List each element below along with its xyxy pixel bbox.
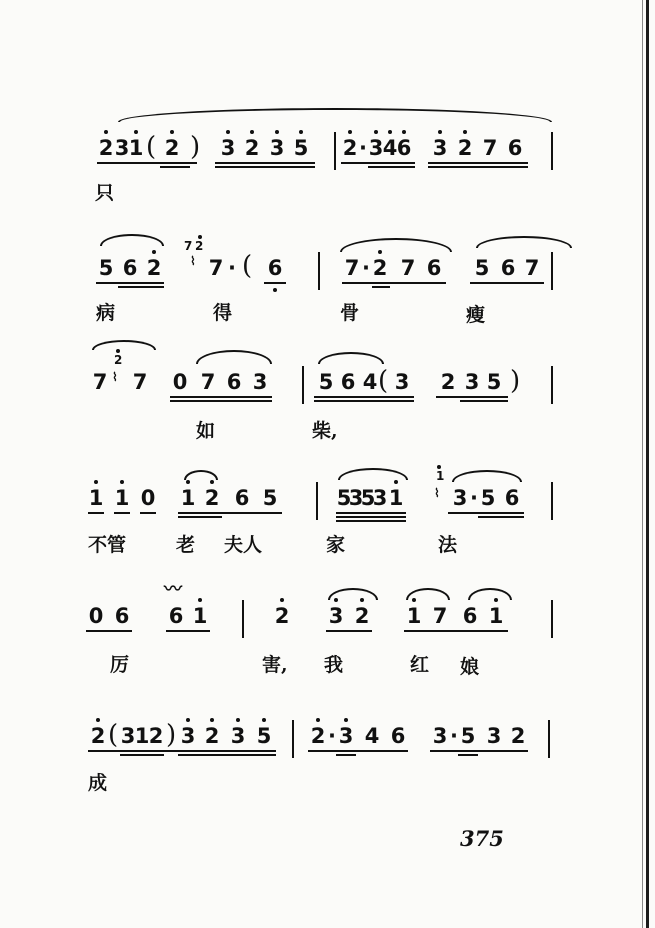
grace-slide: ⌇ (434, 486, 440, 500)
slur (452, 470, 522, 482)
underline (428, 166, 528, 168)
underline (215, 162, 315, 164)
underline (308, 750, 408, 752)
high-dot (275, 130, 279, 134)
high-dot (210, 718, 214, 722)
note: 1 (134, 724, 150, 748)
high-dot (134, 130, 138, 134)
underline (341, 162, 415, 164)
slur (318, 352, 384, 364)
lyric: 老 (176, 534, 196, 556)
note: 3 (180, 724, 196, 748)
grace-slide: ⌇ (112, 370, 118, 384)
lyric: 家 (326, 534, 346, 556)
note: 3 (220, 136, 236, 160)
note: 2 (98, 136, 114, 160)
note: 3 (432, 724, 448, 748)
note: 3 (486, 724, 502, 748)
score-system-2 (0, 222, 655, 342)
lyric: 我 (324, 654, 344, 676)
note: 6 (504, 486, 520, 510)
note: 6 (390, 724, 406, 748)
underline (458, 754, 478, 756)
high-dot (438, 130, 442, 134)
slur (468, 588, 512, 600)
dot-sign: · (359, 136, 367, 160)
note: 3 (348, 486, 364, 510)
score-system-3 (0, 334, 655, 454)
dot-sign: · (450, 724, 458, 748)
note: 3 (368, 136, 384, 160)
lyric: 只 (95, 182, 115, 204)
score-system-1 (0, 100, 655, 220)
note: 7 (344, 256, 360, 280)
paren-open: ( (108, 720, 119, 750)
dot-sign: · (328, 724, 336, 748)
high-dot (412, 598, 416, 602)
paren-open: ( (146, 132, 157, 162)
high-dot (170, 130, 174, 134)
paren-close: ) (166, 720, 177, 750)
high-dot (348, 130, 352, 134)
score-system-5 (0, 568, 655, 688)
lyric: 得 (213, 302, 233, 324)
underline (88, 750, 180, 752)
note: 2 (372, 256, 388, 280)
dot-sign: · (362, 256, 370, 280)
note: 6 (234, 486, 250, 510)
slur (340, 238, 452, 252)
score-system-6 (0, 688, 655, 808)
dot-sign: · (470, 486, 478, 510)
note: 4 (382, 136, 398, 160)
barline (548, 720, 550, 758)
barline (292, 720, 294, 758)
grace-note: 1 (436, 469, 445, 483)
note: 1 (114, 486, 130, 510)
underline (264, 282, 286, 284)
high-dot (116, 349, 120, 353)
note: 3 (432, 136, 448, 160)
high-dot (334, 598, 338, 602)
high-dot (374, 130, 378, 134)
slur (184, 470, 218, 480)
low-dot (273, 288, 277, 292)
barline (551, 600, 553, 638)
barline (551, 366, 553, 404)
lyric: 瘦 (466, 304, 486, 326)
note: 2 (164, 136, 180, 160)
underline (336, 520, 406, 522)
note: 2 (244, 136, 260, 160)
page-number: 375 (460, 826, 504, 851)
lyric: 柴, (312, 420, 338, 442)
note: 3 (120, 724, 136, 748)
underline (178, 754, 276, 756)
underline (430, 750, 528, 752)
lyric: 厉 (110, 654, 130, 676)
note: 2 (457, 136, 473, 160)
high-dot (198, 598, 202, 602)
slur (338, 468, 408, 480)
underline (404, 630, 508, 632)
high-dot (94, 480, 98, 484)
note: 6 (226, 370, 242, 394)
underline (114, 512, 130, 514)
lyric: 成 (88, 772, 108, 794)
lyric: 红 (410, 654, 430, 676)
high-dot (198, 235, 202, 239)
underline (86, 630, 132, 632)
note: 2 (148, 724, 164, 748)
note: 5 (98, 256, 114, 280)
note: 3 (394, 370, 410, 394)
note: 1 (192, 604, 208, 628)
note: 3 (114, 136, 130, 160)
high-dot (344, 718, 348, 722)
slur (476, 236, 572, 248)
underline (372, 286, 390, 288)
lyric: 病 (96, 302, 116, 324)
note: 5 (336, 486, 352, 510)
note: 7 (524, 256, 540, 280)
note: 7 (482, 136, 498, 160)
note: 2 (440, 370, 456, 394)
underline (336, 754, 356, 756)
high-dot (299, 130, 303, 134)
high-dot (378, 250, 382, 254)
underline (336, 516, 406, 518)
underline (170, 400, 272, 402)
high-dot (463, 130, 467, 134)
note: 7 (92, 370, 108, 394)
note: 6 (507, 136, 523, 160)
grace-note: 2 (195, 239, 204, 253)
underline (215, 166, 315, 168)
note: 1 (128, 136, 144, 160)
high-dot (280, 598, 284, 602)
note: 5 (480, 486, 496, 510)
note: 3 (252, 370, 268, 394)
note: 2 (90, 724, 106, 748)
note: 3 (328, 604, 344, 628)
note: 6 (340, 370, 356, 394)
barline (551, 132, 553, 170)
underline (326, 630, 372, 632)
underline (140, 512, 156, 514)
note: 5 (318, 370, 334, 394)
note: 4 (364, 724, 380, 748)
grace-slide: ⌇ (190, 254, 196, 268)
note: 6 (114, 604, 130, 628)
underline (448, 512, 524, 514)
note: 7 (400, 256, 416, 280)
underline (88, 512, 104, 514)
high-dot (186, 718, 190, 722)
underline (96, 282, 164, 284)
underline (342, 282, 446, 284)
slur (196, 350, 272, 364)
high-dot (316, 718, 320, 722)
lyric: 骨 (340, 302, 360, 324)
high-dot (210, 480, 214, 484)
note: 5 (360, 486, 376, 510)
note: 1 (388, 486, 404, 510)
underline (170, 396, 272, 398)
high-dot (388, 130, 392, 134)
note: 7 (200, 370, 216, 394)
barline (302, 366, 304, 404)
note: 1 (88, 486, 104, 510)
note: 3 (464, 370, 480, 394)
underline (97, 162, 197, 164)
high-dot (394, 480, 398, 484)
note: 1 (488, 604, 504, 628)
slur (92, 340, 156, 350)
note: 6 (500, 256, 516, 280)
lyric: 娘 (460, 656, 480, 678)
lyric: 不管 (88, 534, 127, 556)
barline (242, 600, 244, 638)
lyric: 法 (438, 534, 458, 556)
high-dot (152, 250, 156, 254)
note: 2 (204, 724, 220, 748)
underline (478, 516, 524, 518)
lyric: 害, (262, 654, 288, 676)
note: 5 (262, 486, 278, 510)
note: 2 (274, 604, 290, 628)
lyric: 如 (196, 420, 216, 442)
paren-close: ) (190, 132, 201, 162)
note: 3 (269, 136, 285, 160)
high-dot (437, 465, 441, 469)
note: 2 (204, 486, 220, 510)
high-dot (494, 598, 498, 602)
note: 6 (462, 604, 478, 628)
underline (436, 396, 508, 398)
note: 6 (267, 256, 283, 280)
barline (551, 252, 553, 290)
note: 0 (172, 370, 188, 394)
grace-note: 7 (184, 239, 193, 253)
underline (460, 400, 508, 402)
underline (160, 166, 190, 168)
high-dot (250, 130, 254, 134)
note: 3 (372, 486, 388, 510)
paren-open: ( (242, 251, 253, 281)
note: 4 (362, 370, 378, 394)
note: 3 (452, 486, 468, 510)
note: 2 (342, 136, 358, 160)
underline (336, 512, 406, 514)
underline (120, 754, 164, 756)
note: 6 (122, 256, 138, 280)
underline (428, 162, 528, 164)
underline (166, 630, 210, 632)
note: 2 (146, 256, 162, 280)
dot-sign: · (228, 256, 236, 280)
note: 1 (180, 486, 196, 510)
note: 3 (338, 724, 354, 748)
note: 1 (406, 604, 422, 628)
underline (314, 400, 414, 402)
paren-close: ) (510, 366, 521, 396)
note: 5 (293, 136, 309, 160)
high-dot (236, 718, 240, 722)
underline (314, 396, 414, 398)
ornament-mordent-icon: 〰 (164, 579, 182, 600)
note: 6 (426, 256, 442, 280)
barline (334, 132, 336, 170)
slur (100, 234, 164, 246)
high-dot (262, 718, 266, 722)
note: 2 (510, 724, 526, 748)
barline (316, 482, 318, 520)
paren-open: ( (378, 366, 389, 396)
high-dot (226, 130, 230, 134)
note: 0 (88, 604, 104, 628)
underline (178, 516, 222, 518)
barline (318, 252, 320, 290)
underline (178, 512, 282, 514)
note: 5 (486, 370, 502, 394)
note: 7 (132, 370, 148, 394)
grace-note: 2 (114, 353, 123, 367)
underline (178, 750, 276, 752)
high-dot (186, 480, 190, 484)
note: 3 (230, 724, 246, 748)
high-dot (104, 130, 108, 134)
lyric: 夫人 (224, 534, 263, 556)
note: 7 (432, 604, 448, 628)
note: 5 (256, 724, 272, 748)
note: 2 (354, 604, 370, 628)
note: 2 (310, 724, 326, 748)
underline (368, 166, 415, 168)
underline (118, 286, 164, 288)
note: 5 (460, 724, 476, 748)
high-dot (120, 480, 124, 484)
note: 5 (474, 256, 490, 280)
note: 0 (140, 486, 156, 510)
note: 7 (208, 256, 224, 280)
phrase-slur (118, 108, 552, 122)
underline (470, 282, 544, 284)
high-dot (402, 130, 406, 134)
note: 6 (396, 136, 412, 160)
high-dot (360, 598, 364, 602)
score-system-4 (0, 450, 655, 570)
note: 6 (168, 604, 184, 628)
high-dot (96, 718, 100, 722)
barline (551, 482, 553, 520)
